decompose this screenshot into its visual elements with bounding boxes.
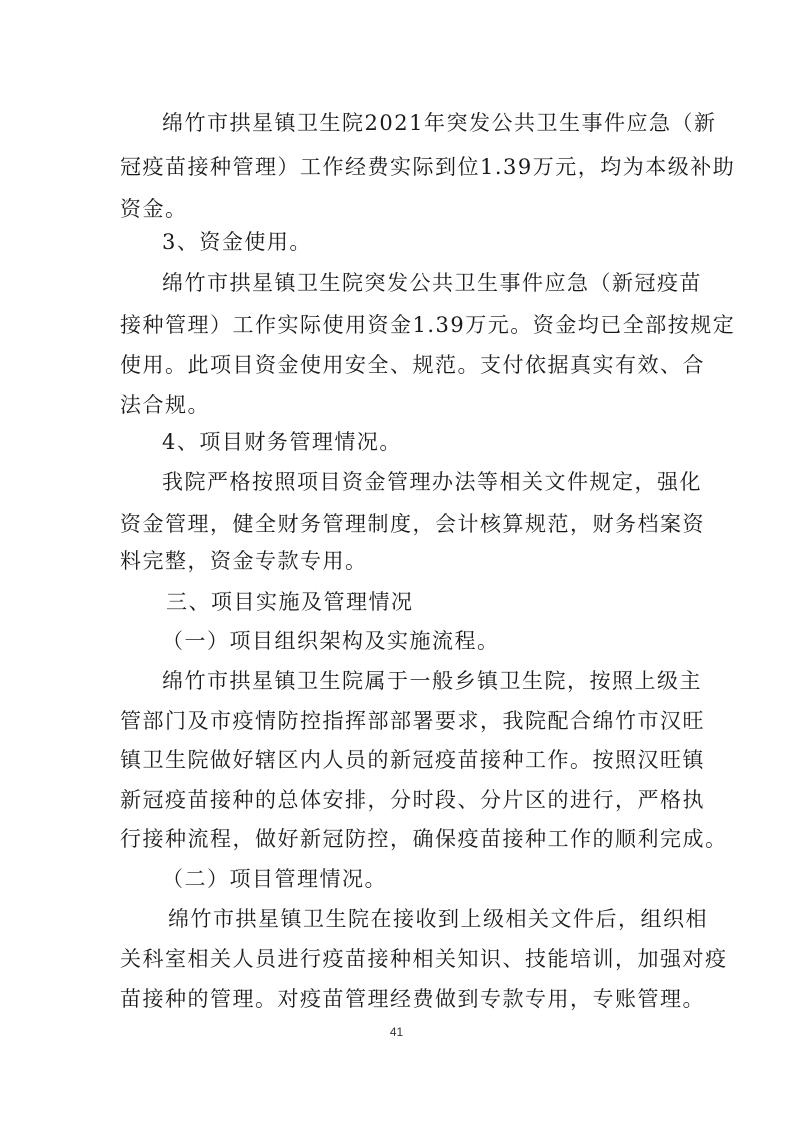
paragraph-line: 法合规。	[120, 393, 210, 417]
paragraph-line: 绵竹市拱星镇卫生院2021年突发公共卫生事件应急（新	[162, 111, 717, 135]
section-heading: 3、资金使用。	[162, 230, 312, 254]
chapter-heading: 三、项目实施及管理情况	[166, 590, 414, 614]
paragraph-line: 关科室相关人员进行疫苗接种相关知识、技能培训，加强对疫	[120, 947, 728, 971]
paragraph-line: 接种管理）工作实际使用资金1.39万元。资金均已全部按规定	[120, 313, 736, 337]
paragraph-line: 资金管理，健全财务管理制度，会计核算规范，财务档案资	[120, 512, 705, 536]
paragraph-line: 行接种流程，做好新冠防控，确保疫苗接种工作的顺利完成。	[120, 827, 728, 851]
subsection-heading: （一）项目组织架构及实施流程。	[162, 629, 500, 653]
section-heading: 4、项目财务管理情况。	[162, 430, 402, 454]
paragraph-line: 管部门及市疫情防控指挥部部署要求，我院配合绵竹市汉旺	[120, 709, 705, 733]
paragraph-line: 绵竹市拱星镇卫生院突发公共卫生事件应急（新冠疫苗	[162, 271, 702, 295]
paragraph-line: 镇卫生院做好辖区内人员的新冠疫苗接种工作。按照汉旺镇	[120, 748, 705, 772]
subsection-heading: （二）项目管理情况。	[162, 867, 387, 891]
paragraph-line: 绵竹市拱星镇卫生院属于一般乡镇卫生院，按照上级主	[162, 669, 702, 693]
paragraph-line: 冠疫苗接种管理）工作经费实际到位1.39万元，均为本级补助	[120, 155, 736, 179]
paragraph-line: 苗接种的管理。对疫苗管理经费做到专款专用，专账管理。	[120, 987, 705, 1011]
page-number: 41	[389, 1025, 404, 1039]
paragraph-line: 新冠疫苗接种的总体安排，分时段、分片区的进行，严格执	[120, 788, 705, 812]
paragraph-line: 我院严格按照项目资金管理办法等相关文件规定，强化	[162, 470, 702, 494]
paragraph-line: 绵竹市拱星镇卫生院在接收到上级相关文件后，组织相	[168, 907, 708, 931]
paragraph-line: 使用。此项目资金使用安全、规范。支付依据真实有效、合	[120, 353, 705, 377]
paragraph-line: 资金。	[120, 197, 188, 221]
paragraph-line: 料完整，资金专款专用。	[120, 549, 368, 573]
